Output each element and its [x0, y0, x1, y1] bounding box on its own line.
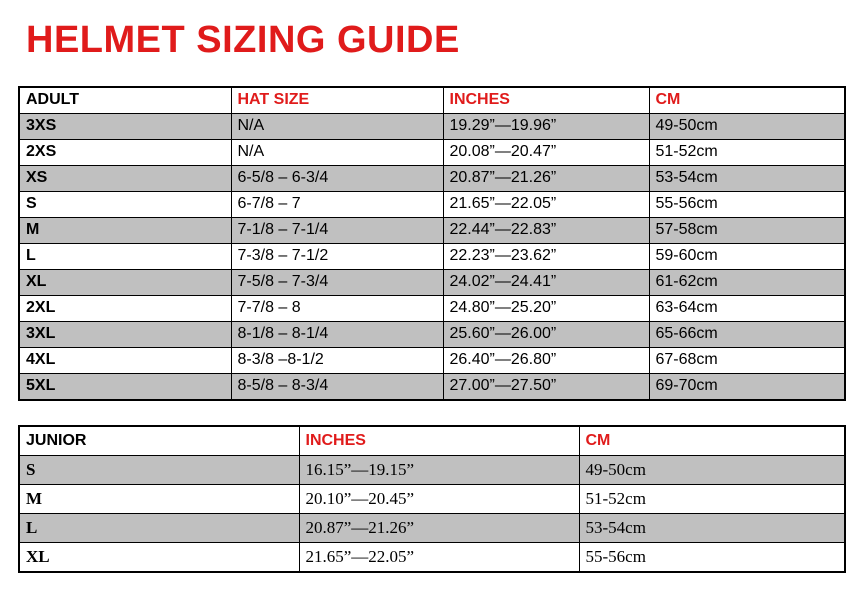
adult-inches: 24.80”—25.20”: [443, 295, 649, 321]
junior-inches: 20.10”—20.45”: [299, 484, 579, 513]
page-title: HELMET SIZING GUIDE: [26, 19, 460, 61]
adult-hat-size: 7-3/8 – 7-1/2: [231, 243, 443, 269]
adult-hat-size: 7-7/8 – 8: [231, 295, 443, 321]
adult-size-label: 3XS: [19, 113, 231, 139]
table-row: [19, 455, 845, 484]
table-row: [19, 513, 845, 542]
junior-header-inches: INCHES: [299, 426, 579, 456]
junior-sizing-table: [18, 425, 846, 573]
table-row: [19, 542, 845, 572]
adult-inches: 26.40”—26.80”: [443, 347, 649, 373]
junior-inches: 21.65”—22.05”: [299, 542, 579, 572]
adult-size-label: 5XL: [19, 373, 231, 400]
junior-table-body: [19, 426, 845, 572]
table-row: [19, 217, 845, 243]
adult-header-hat-size: HAT SIZE: [231, 87, 443, 114]
adult-hat-size: 6-7/8 – 7: [231, 191, 443, 217]
junior-cm: 51-52cm: [579, 484, 845, 513]
adult-hat-size: 7-1/8 – 7-1/4: [231, 217, 443, 243]
adult-cm: 67-68cm: [649, 347, 845, 373]
adult-hat-size: N/A: [231, 113, 443, 139]
adult-header-cm: CM: [649, 87, 845, 114]
adult-hat-size: 8-3/8 –8-1/2: [231, 347, 443, 373]
table-row: [19, 321, 845, 347]
adult-cm: 65-66cm: [649, 321, 845, 347]
adult-hat-size: N/A: [231, 139, 443, 165]
junior-size-label: M: [19, 484, 299, 513]
adult-inches: 24.02”—24.41”: [443, 269, 649, 295]
adult-sizing-table: [18, 86, 846, 401]
adult-size-label: L: [19, 243, 231, 269]
adult-cm: 51-52cm: [649, 139, 845, 165]
table-row: [19, 113, 845, 139]
junior-inches: 20.87”—21.26”: [299, 513, 579, 542]
adult-inches: 25.60”—26.00”: [443, 321, 649, 347]
adult-cm: 57-58cm: [649, 217, 845, 243]
table-row: [19, 191, 845, 217]
table-row: [19, 243, 845, 269]
junior-header-cm: CM: [579, 426, 845, 456]
table-row: [19, 373, 845, 400]
adult-hat-size: 8-5/8 – 8-3/4: [231, 373, 443, 400]
junior-cm: 49-50cm: [579, 455, 845, 484]
table-row: [19, 295, 845, 321]
adult-cm: 61-62cm: [649, 269, 845, 295]
adult-size-label: S: [19, 191, 231, 217]
table-row: [19, 165, 845, 191]
adult-size-label: XS: [19, 165, 231, 191]
adult-header-inches: INCHES: [443, 87, 649, 114]
adult-hat-size: 6-5/8 – 6-3/4: [231, 165, 443, 191]
adult-size-label: 2XS: [19, 139, 231, 165]
table-row: [19, 347, 845, 373]
adult-inches: 22.44”—22.83”: [443, 217, 649, 243]
junior-inches: 16.15”—19.15”: [299, 455, 579, 484]
adult-cm: 63-64cm: [649, 295, 845, 321]
adult-size-label: XL: [19, 269, 231, 295]
table-row: [19, 139, 845, 165]
table-row: [19, 269, 845, 295]
junior-size-label: S: [19, 455, 299, 484]
adult-cm: 53-54cm: [649, 165, 845, 191]
adult-size-label: 4XL: [19, 347, 231, 373]
adult-size-label: 2XL: [19, 295, 231, 321]
adult-table-header-row: [19, 87, 845, 114]
junior-cm: 55-56cm: [579, 542, 845, 572]
adult-inches: 20.08”—20.47”: [443, 139, 649, 165]
adult-hat-size: 7-5/8 – 7-3/4: [231, 269, 443, 295]
adult-inches: 19.29”—19.96”: [443, 113, 649, 139]
adult-header-size: ADULT: [19, 87, 231, 114]
adult-cm: 55-56cm: [649, 191, 845, 217]
adult-size-label: M: [19, 217, 231, 243]
adult-inches: 27.00”—27.50”: [443, 373, 649, 400]
junior-size-label: XL: [19, 542, 299, 572]
adult-cm: 59-60cm: [649, 243, 845, 269]
junior-size-label: L: [19, 513, 299, 542]
adult-hat-size: 8-1/8 – 8-1/4: [231, 321, 443, 347]
adult-inches: 22.23”—23.62”: [443, 243, 649, 269]
adult-inches: 20.87”—21.26”: [443, 165, 649, 191]
table-row: [19, 484, 845, 513]
junior-header-size: JUNIOR: [19, 426, 299, 456]
junior-table-header-row: [19, 426, 845, 456]
adult-cm: 49-50cm: [649, 113, 845, 139]
adult-table-body: [19, 87, 845, 400]
adult-inches: 21.65”—22.05”: [443, 191, 649, 217]
junior-cm: 53-54cm: [579, 513, 845, 542]
adult-cm: 69-70cm: [649, 373, 845, 400]
adult-size-label: 3XL: [19, 321, 231, 347]
